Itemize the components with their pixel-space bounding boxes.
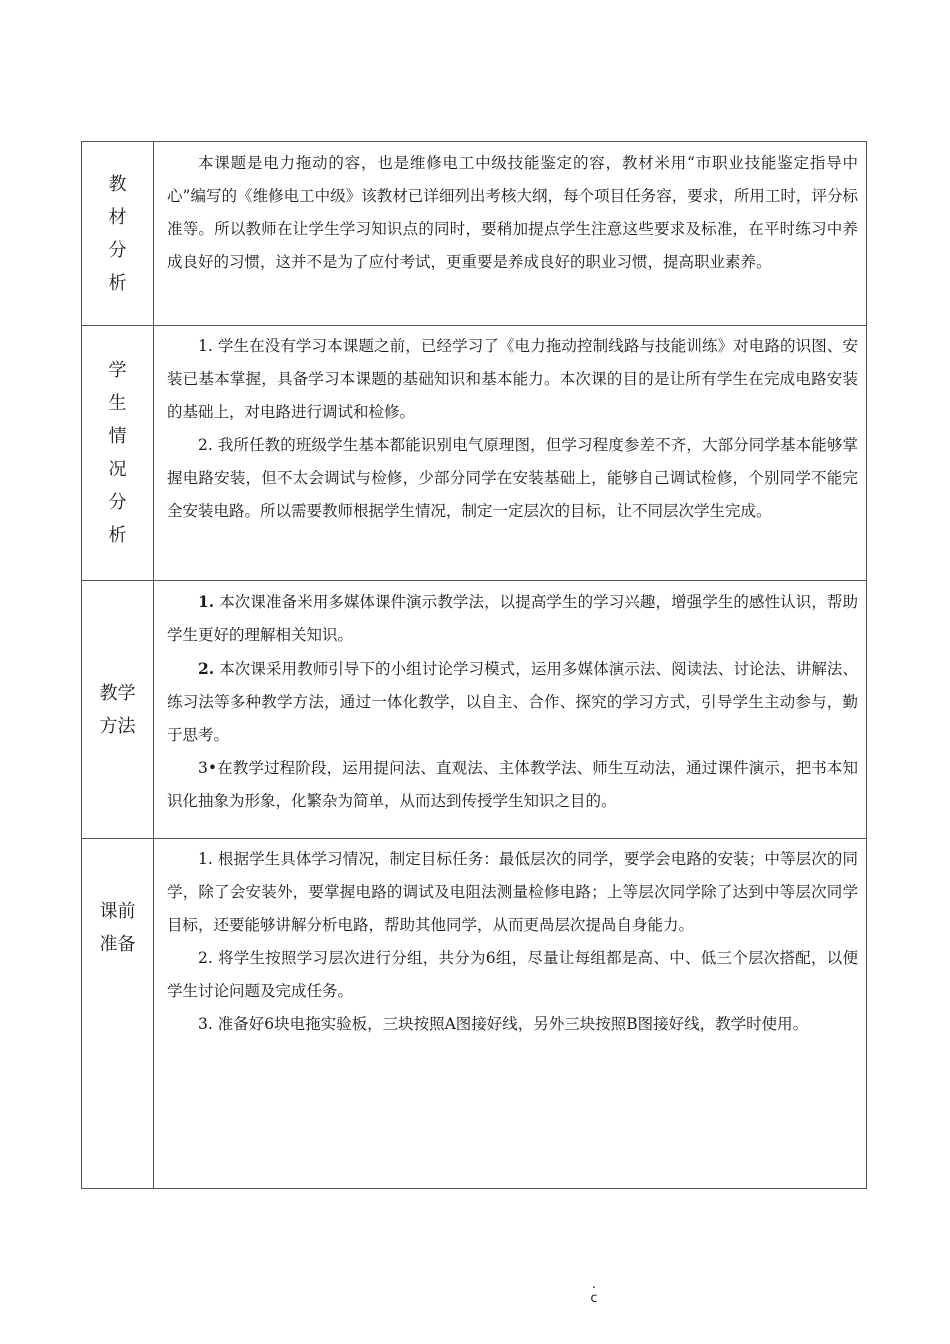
preparation-content <box>154 839 866 1045</box>
material-analysis-content <box>154 142 866 283</box>
table-row-material-analysis <box>82 142 867 326</box>
row-label-cell <box>82 326 154 581</box>
table-row-teaching-method <box>82 581 867 839</box>
paragraph: 3. 准备好6块电拖实验板，三块按照A图接好线，另外三块按照B图接好线，教学时使用。 <box>198 1015 809 1033</box>
paragraph-text: 本次课采用教师引导下的小组讨论学习模式，运用多媒体演示法、阅读法、讨论法、讲解法、练习法等多种教学方法，通过一体化教学，以自主、合作、探究的学习方式，引导学生主动参与，勤于思考。 <box>167 660 858 744</box>
row-content-cell <box>154 581 867 839</box>
row-label-teaching-method: 教学 方法 <box>99 682 136 737</box>
paragraph-text: 本次课准备米用多媒体课件演示教学法，以提高学生的学习兴趣，增强学生的感性认识，帮助学生更好的理解相关知识。 <box>167 593 858 644</box>
row-label-cell <box>82 142 154 326</box>
paragraph <box>167 652 858 752</box>
paragraph: 本课题是电力拖动的容，也是维修电工中级技能鉴定的容，教材米用“市职业技能鉴定指导中心”编写的《维修电工中级》该教材已详细列出考核大纲，每个项目任务容，要求，所用工时，评分标准等。所以教师在让学生学习知识点的同时，要稍加提点学生注意这些要求及标准，在平时练习中养成良好的习惯，这并不是为了应付考试，更重要是养成良好的职业习惯，提高职业素养。 <box>167 154 858 271</box>
row-content-cell <box>154 839 867 1189</box>
paragraph <box>167 585 858 652</box>
lesson-plan-table <box>81 141 867 1189</box>
teaching-method-content <box>154 581 866 822</box>
row-label-material-analysis: 教 材 分 析 <box>108 173 127 294</box>
row-label-cell <box>82 581 154 839</box>
table-row-preparation <box>82 839 867 1189</box>
paragraph: 1. 学生在没有学习本课题之前，已经学习了《电力拖动控制线路与技能训练》对电路的识图、安装已基本掌握，具备学习本课题的基础知识和基本能力。本次课的目的是让所有学生在完成电路安装的基础上，对电路进行调试和检修。 <box>167 337 858 421</box>
row-content-cell <box>154 142 867 326</box>
paragraph-number: 2. <box>198 659 215 678</box>
row-label-student-analysis: 学 生 情 况 分 析 <box>108 360 127 546</box>
paragraph: 1. 根据学生具体学习情况，制定目标任务：最低层次的同学，要学会电路的安装；中等层次的同学，除了会安装外，要掌握电路的调试及电阻法测量检修电路；上等层次同学除了达到中等层次同学目标，还要能够讲解分析电路，帮助其他同学，从而更咼层次提咼自身能力。 <box>167 850 858 934</box>
row-label-cell <box>82 839 154 1189</box>
paragraph: 2. 我所任教的班级学生基本都能识别电气原理图，但学习程度参差不齐，大部分同学基本能够掌握电路安装，但不太会调试与检修，少部分同学在安装基础上，能够自己调试检修，个别同学不能完全安装电路。所以需要教师根据学生情况，制定一定层次的目标，让不同层次学生完成。 <box>167 436 858 520</box>
page-footer-mark: . c <box>590 1277 598 1306</box>
paragraph <box>167 752 858 818</box>
student-analysis-content <box>154 326 866 532</box>
row-label-preparation: 课前 准备 <box>99 901 136 955</box>
row-content-cell <box>154 326 867 581</box>
paragraph-number: 1. <box>198 592 215 611</box>
paragraph-text: 3•在教学过程阶段，运用提问法、直观法、主体教学法、师生互动法，通过课件演示，把书本知识化抽象为形象，化繁杂为简单，从而达到传授学生知识之目的。 <box>167 759 858 810</box>
paragraph: 2. 将学生按照学习层次进行分组，共分为6组，尽量让每组都是高、中、低三个层次搭配，以便学生讨论问题及完成任务。 <box>167 949 858 1000</box>
table-row-student-analysis <box>82 326 867 581</box>
